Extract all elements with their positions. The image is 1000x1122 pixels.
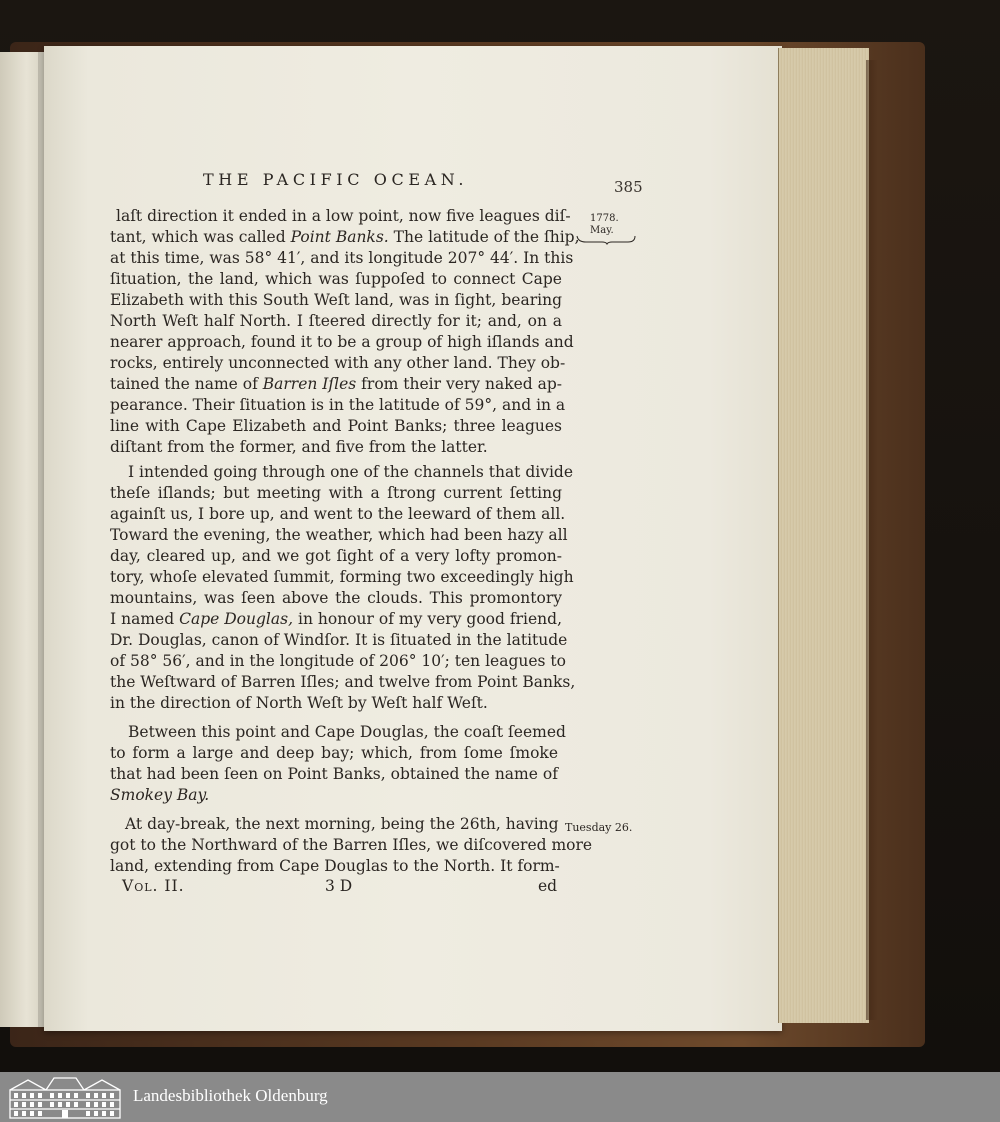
text-line: day, cleared up, and we got ſight of a very lofty promon- xyxy=(110,547,562,565)
library-name: Landesbibliothek Oldenburg xyxy=(133,1086,328,1105)
text-line: I named Cape Douglas, in honour of my very good friend, xyxy=(110,610,563,628)
text-line: at this time, was 58° 41′, and its longitude 207° 44′. In this xyxy=(110,249,574,267)
margin-month: May. xyxy=(590,225,614,236)
text-line: ſituation, the land, which was ſuppoſed to connect Cape xyxy=(110,270,562,288)
text-line: Between this point and Cape Douglas, the coaſt ſeemed xyxy=(128,723,566,741)
page-number: 385 xyxy=(614,178,643,196)
text-line: At day-break, the next morning, being the 26th, having xyxy=(125,815,559,833)
text-line: that had been ſeen on Point Banks, obtained the name of xyxy=(110,765,558,783)
text-line: tory, whoſe elevated ſummit, forming two exceedingly high xyxy=(110,568,574,586)
text-line: rocks, entirely unconnected with any other land. They ob- xyxy=(110,354,566,372)
volume-label: Vol. II. xyxy=(122,877,185,895)
running-head: THE PACIFIC OCEAN. xyxy=(203,170,469,189)
text-line: the Weſtward of Barren Iſles; and twelve from Point Banks, xyxy=(110,673,576,691)
page-block-shadow xyxy=(866,60,878,1020)
page-block-edges xyxy=(778,48,869,1023)
text-line: I intended going through one of the channels that divide xyxy=(128,463,574,481)
text-line: Elizabeth with this South Weſt land, was in ſight, bearing xyxy=(110,291,562,309)
text-line: in the direction of North Weſt by Weſt half Weſt. xyxy=(110,694,488,712)
text-line: got to the Northward of the Barren Iſles, we diſcovered more xyxy=(110,836,593,854)
signature-mark: 3 D xyxy=(325,877,353,895)
text-line: againſt us, I bore up, and went to the leeward of them all. xyxy=(110,505,566,523)
catchword: ed xyxy=(538,877,558,895)
text-line: tant, which was called Point Banks. The latitude of the ſhip, xyxy=(110,228,580,246)
text-line: diſtant from the former, and five from the latter. xyxy=(110,438,488,456)
text-line: land, extending from Cape Douglas to the North. It form- xyxy=(110,857,560,875)
text-line: nearer approach, found it to be a group of high iſlands and xyxy=(110,333,574,351)
text-line: theſe iſlands; but meeting with a ſtrong current ſetting xyxy=(110,484,562,502)
text-line: of 58° 56′, and in the longitude of 206° 10′; ten leagues to xyxy=(110,652,566,670)
margin-date-tuesday: Tuesday 26. xyxy=(565,821,633,834)
library-building-icon xyxy=(8,1076,122,1120)
text-line: tained the name of Barren Iſles from their very naked ap- xyxy=(110,375,563,393)
text-line: mountains, was ſeen above the clouds. This promontory xyxy=(110,589,562,607)
margin-year: 1778. xyxy=(590,213,619,224)
text-line: North Weſt half North. I ſteered directly for it; and, on a xyxy=(110,312,562,330)
text-line: laſt direction it ended in a low point, now five leagues diſ- xyxy=(116,207,571,225)
text-line: Smokey Bay. xyxy=(110,786,210,804)
text-line: line with Cape Elizabeth and Point Banks; three leagues xyxy=(110,417,562,435)
text-line: to form a large and deep bay; which, from ſome ſmoke xyxy=(110,744,558,762)
text-line: Dr. Douglas, canon of Windſor. It is ſituated in the latitude xyxy=(110,631,568,649)
margin-brace-icon xyxy=(576,235,636,245)
text-line: pearance. Their ſituation is in the latitude of 59°, and in a xyxy=(110,396,566,414)
text-line: Toward the evening, the weather, which had been hazy all xyxy=(110,526,568,544)
